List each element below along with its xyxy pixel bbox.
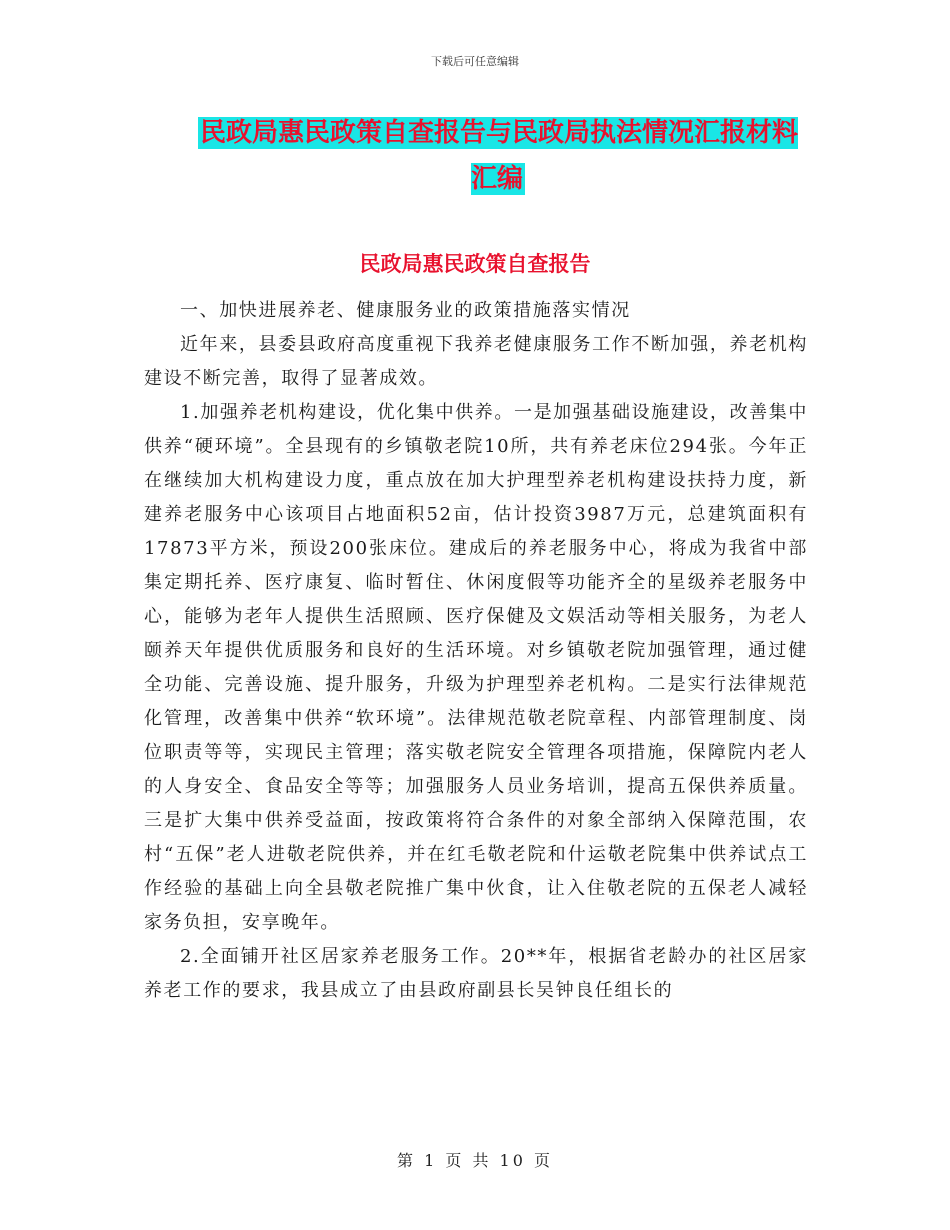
document-title-text: 民政局惠民政策自查报告与民政局执法情况汇报材料汇编 — [199, 118, 798, 194]
header-note: 下载后可任意编辑 — [431, 55, 519, 68]
document-title — [192, 110, 804, 202]
page-footer: 第 1 页 共 10 页 — [397, 1151, 553, 1170]
paragraph-heading: 一、加快进展养老、健康服务业的政策措施落实情况 — [180, 300, 631, 321]
document-body — [144, 294, 808, 1008]
paragraph: 2.全面铺开社区居家养老服务工作。20**年，根据省老龄办的社区居家养老工作的要求，我县成立了由县政府副县长吴钟良任组长的 — [144, 946, 808, 1001]
paragraph: 1.加强养老机构建设，优化集中供养。一是加强基础设施建设，改善集中供养“硬环境”。全县现有的乡镇敬老院10所，共有养老床位294张。今年正在继续加大机构建设力度，重点放在加大护理型养老机构建设扶持力度，新建养老服务中心该项目占地面积52亩，估计投资3987万元，总建筑面积有17873平方米，预设200张床位。建成后的养老服务中心，将成为我省中部集定期托养、医疗康复、临时暂住、休闲度假等功能齐全的星级养老服务中心，能够为老年人提供生活照顾、医疗保健及文娱活动等相关服务，为老人颐养天年提供优质服务和良好的生活环境。对乡镇敬老院加强管理，通过健全功能、完善设施、提升服务，升级为护理型养老机构。二是实行法律规范化管理，改善集中供养“软环境”。法律规范敬老院章程、内部管理制度、岗位职责等等，实现民主管理；落实敬老院安全管理各项措施，保障院内老人的人身安全、食品安全等等；加强服务人员业务培训，提高五保供养质量。三是扩大集中供养受益面，按政策将符合条件的对象全部纳入保障范围，农村“五保”老人进敬老院供养，并在红毛敬老院和什运敬老院集中供养试点工作经验的基础上向全县敬老院推广集中伙食，让入住敬老院的五保老人减轻家务负担，安享晚年。 — [144, 402, 808, 933]
section-title: 民政局惠民政策自查报告 — [359, 252, 591, 276]
paragraph: 近年来，县委县政府高度重视下我养老健康服务工作不断加强，养老机构建设不断完善，取得了显著成效。 — [144, 334, 808, 389]
